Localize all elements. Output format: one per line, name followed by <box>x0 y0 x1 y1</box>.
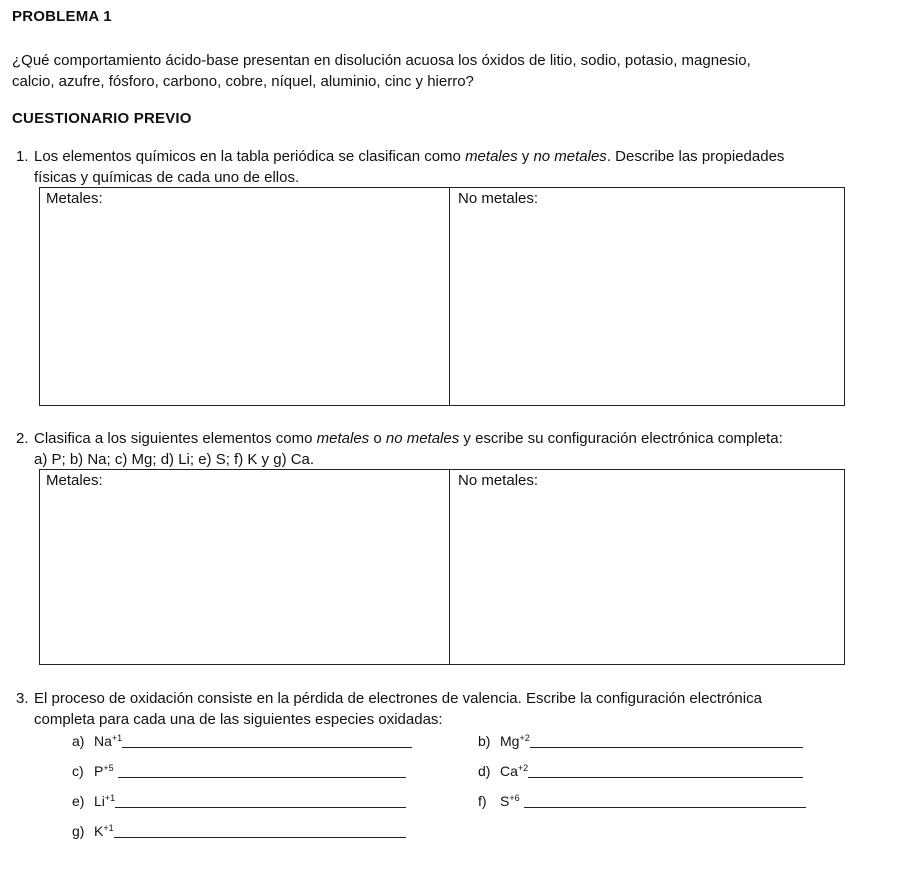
question-3-line-2: completa para cada una de las siguientes especies oxidadas: <box>34 711 443 728</box>
answer-line-f[interactable] <box>524 793 806 808</box>
problem-question-line-1: ¿Qué comportamiento ácido-base presentan en disolución acuosa los óxidos de litio, sodio, potasio, magnesio, <box>12 52 751 69</box>
no-metales-column[interactable]: No metales: <box>458 190 539 207</box>
problem-question-line-2: calcio, azufre, fósforo, carbono, cobre, níquel, aluminio, cinc y hierro? <box>12 73 474 90</box>
ion-item-e: e) $Li^{+1}$ <box>72 793 406 809</box>
question-1 <box>16 146 856 188</box>
answer-line-d[interactable] <box>528 763 803 778</box>
question-2-table <box>39 469 845 665</box>
problem-title: PROBLEMA 1 <box>12 8 112 25</box>
question-2-number: 2. <box>16 430 29 447</box>
answer-line-b[interactable] <box>530 733 803 748</box>
question-1-line-2: físicas y químicas de cada uno de ellos. <box>34 169 300 186</box>
ion-item-a: a) $Na^{+1}$ <box>72 733 412 749</box>
metales-column[interactable]: Metales: <box>40 470 450 664</box>
question-3-number: 3. <box>16 690 29 707</box>
ion-item-g: g) $K^{+1}$ <box>72 823 406 839</box>
cuestionario-title: CUESTIONARIO PREVIO <box>12 110 192 127</box>
answer-line-g[interactable] <box>114 823 406 838</box>
question-3-line-1: El proceso de oxidación consiste en la pérdida de electrones de valencia. Escribe la configuración electrónica <box>34 690 762 707</box>
ion-item-b: b) $Mg^{+2}$ <box>478 733 803 749</box>
question-1-table <box>39 187 845 406</box>
answer-line-a[interactable] <box>122 733 412 748</box>
question-2-line-2: a) P; b) Na; c) Mg; d) Li; e) S; f) K y g) Ca. <box>34 451 315 468</box>
ion-item-d: d) $Ca^{+2}$ <box>478 763 803 779</box>
question-1-line-1: Los elementos químicos en la tabla periódica se clasifican como metales y no metales. Describe las propiedades <box>34 148 785 165</box>
question-2 <box>16 428 876 470</box>
no-metales-column[interactable]: No metales: <box>458 472 539 489</box>
metales-column[interactable]: Metales: <box>40 188 450 405</box>
answer-line-c[interactable] <box>118 763 406 778</box>
answer-line-e[interactable] <box>115 793 406 808</box>
ion-item-c: c) $P^{+5}$ <box>72 763 406 779</box>
question-2-line-1: Clasifica a los siguientes elementos como metales o no metales y escribe su configuración electrónica completa: <box>34 430 783 447</box>
question-1-number: 1. <box>16 148 29 165</box>
question-3 <box>16 688 876 730</box>
ion-item-f: f) $S^{+6}$ <box>478 793 806 809</box>
